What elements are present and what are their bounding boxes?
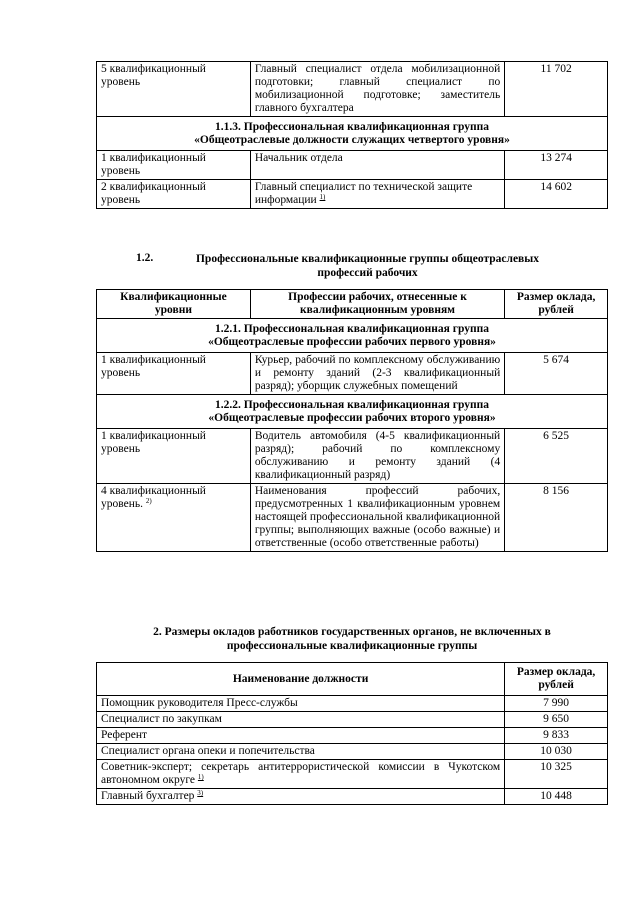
table-row <box>97 353 608 395</box>
column-header: Наименование должности <box>97 663 505 696</box>
group-title-line: «Общеотраслевые должности служащих четвертого уровня» <box>194 134 510 146</box>
group-header-row <box>97 395 608 429</box>
column-header: Профессии рабочих, отнесенные к квалификационным уровням <box>250 290 504 319</box>
profession-list: Водитель автомобиля (4-5 квалификационный разряд); рабочий по комплексному обслуживанию и ремонту зданий (4 квалификационный разряд) <box>250 429 504 484</box>
section-number: 1.2. <box>136 252 154 264</box>
group-header <box>97 117 608 151</box>
salary-value: 10 325 <box>505 760 608 789</box>
group-title-line: 1.1.3. Профессиональная квалификационная группа <box>215 121 489 133</box>
table-row <box>97 151 608 180</box>
qualification-level: 4 квалификационный уровень. $^{2)}$ <box>97 484 251 552</box>
qualification-level: 1 квалификационный уровень <box>97 353 251 395</box>
salary-value: 6 525 <box>505 429 608 484</box>
position-name: Советник-эксперт; секретарь антитеррористической комиссии в Чукотском автономном округе $^{1)}$ <box>97 760 505 789</box>
group-header: 1.2.1. Профессиональная квалификационная группа «Общеотраслевые профессии рабочих первого уровня» <box>97 319 608 353</box>
table-other-positions <box>96 662 608 805</box>
footnote-ref: 2) <box>145 497 152 505</box>
salary-value: 11 702 <box>505 62 608 117</box>
table-row <box>97 712 608 728</box>
group-header-row <box>97 319 608 353</box>
table-row <box>97 728 608 744</box>
column-header: Квалификационные уровни <box>97 290 251 319</box>
table-row <box>97 789 608 805</box>
position-name: Помощник руководителя Пресс-службы <box>97 696 505 712</box>
position-name: Специалист по закупкам <box>97 712 505 728</box>
table-worker-professions <box>96 289 608 552</box>
salary-value: 8 156 <box>505 484 608 552</box>
salary-value: 9 833 <box>505 728 608 744</box>
qualification-level: 5 квалификационный уровень <box>97 62 251 117</box>
table-row <box>97 62 608 117</box>
salary-value: 14 602 <box>505 180 608 209</box>
position-name: Специалист органа опеки и попечительства <box>97 744 505 760</box>
section-title: Профессиональные квалификационные группы общеотраслевых профессий рабочих <box>195 253 539 279</box>
table-row <box>97 744 608 760</box>
position-list: Главный специалист отдела мобилизационной подготовки; главный специалист по мобилизационной подготовке; заместитель главного бухгалтера <box>250 62 504 117</box>
table-header-row <box>97 290 608 319</box>
profession-list: Курьер, рабочий по комплексному обслуживанию и ремонту зданий (2-3 квалификационный разряд); уборщик служебных помещений <box>250 353 504 395</box>
salary-value: 13 274 <box>505 151 608 180</box>
salary-value: 10 448 <box>505 789 608 805</box>
position-name: Главный специалист по технической защите информации $^{1)}$ <box>250 180 504 209</box>
section-title: 2. Размеры окладов работников государственных органов, не включенных в профессиональные квалификационные группы <box>153 626 551 652</box>
footnote-ref: 1) <box>197 773 204 781</box>
qualification-level: 1 квалификационный уровень <box>97 429 251 484</box>
qualification-level: 2 квалификационный уровень <box>97 180 251 209</box>
footnote-ref: 3) <box>197 789 204 797</box>
group-header: 1.2.2. Профессиональная квалификационная группа «Общеотраслевые профессии рабочих второго уровня» <box>97 395 608 429</box>
profession-list: Наименования профессий рабочих, предусмотренных 1 квалификационным уровнем настоящей профессиональной квалификационной группы; выполняющих важные (особо важные) и ответственные (особо ответственные работы) <box>250 484 504 552</box>
position-name: Главный бухгалтер $^{3)}$ <box>97 789 505 805</box>
qualification-level: 1 квалификационный уровень <box>97 151 251 180</box>
salary-value: 10 030 <box>505 744 608 760</box>
group-header-row <box>97 117 608 151</box>
column-header: Размер оклада, рублей <box>505 290 608 319</box>
footnote-ref: 1) <box>319 193 326 201</box>
salary-value: 7 990 <box>505 696 608 712</box>
table-class-4-positions <box>96 61 608 209</box>
position-name: Референт <box>97 728 505 744</box>
table-row <box>97 696 608 712</box>
salary-value: 5 674 <box>505 353 608 395</box>
position-name: Начальник отдела <box>250 151 504 180</box>
table-row <box>97 484 608 552</box>
table-row <box>97 180 608 209</box>
table-header-row <box>97 663 608 696</box>
column-header: Размер оклада, рублей <box>505 663 608 696</box>
table-row <box>97 760 608 789</box>
table-row <box>97 429 608 484</box>
salary-value: 9 650 <box>505 712 608 728</box>
